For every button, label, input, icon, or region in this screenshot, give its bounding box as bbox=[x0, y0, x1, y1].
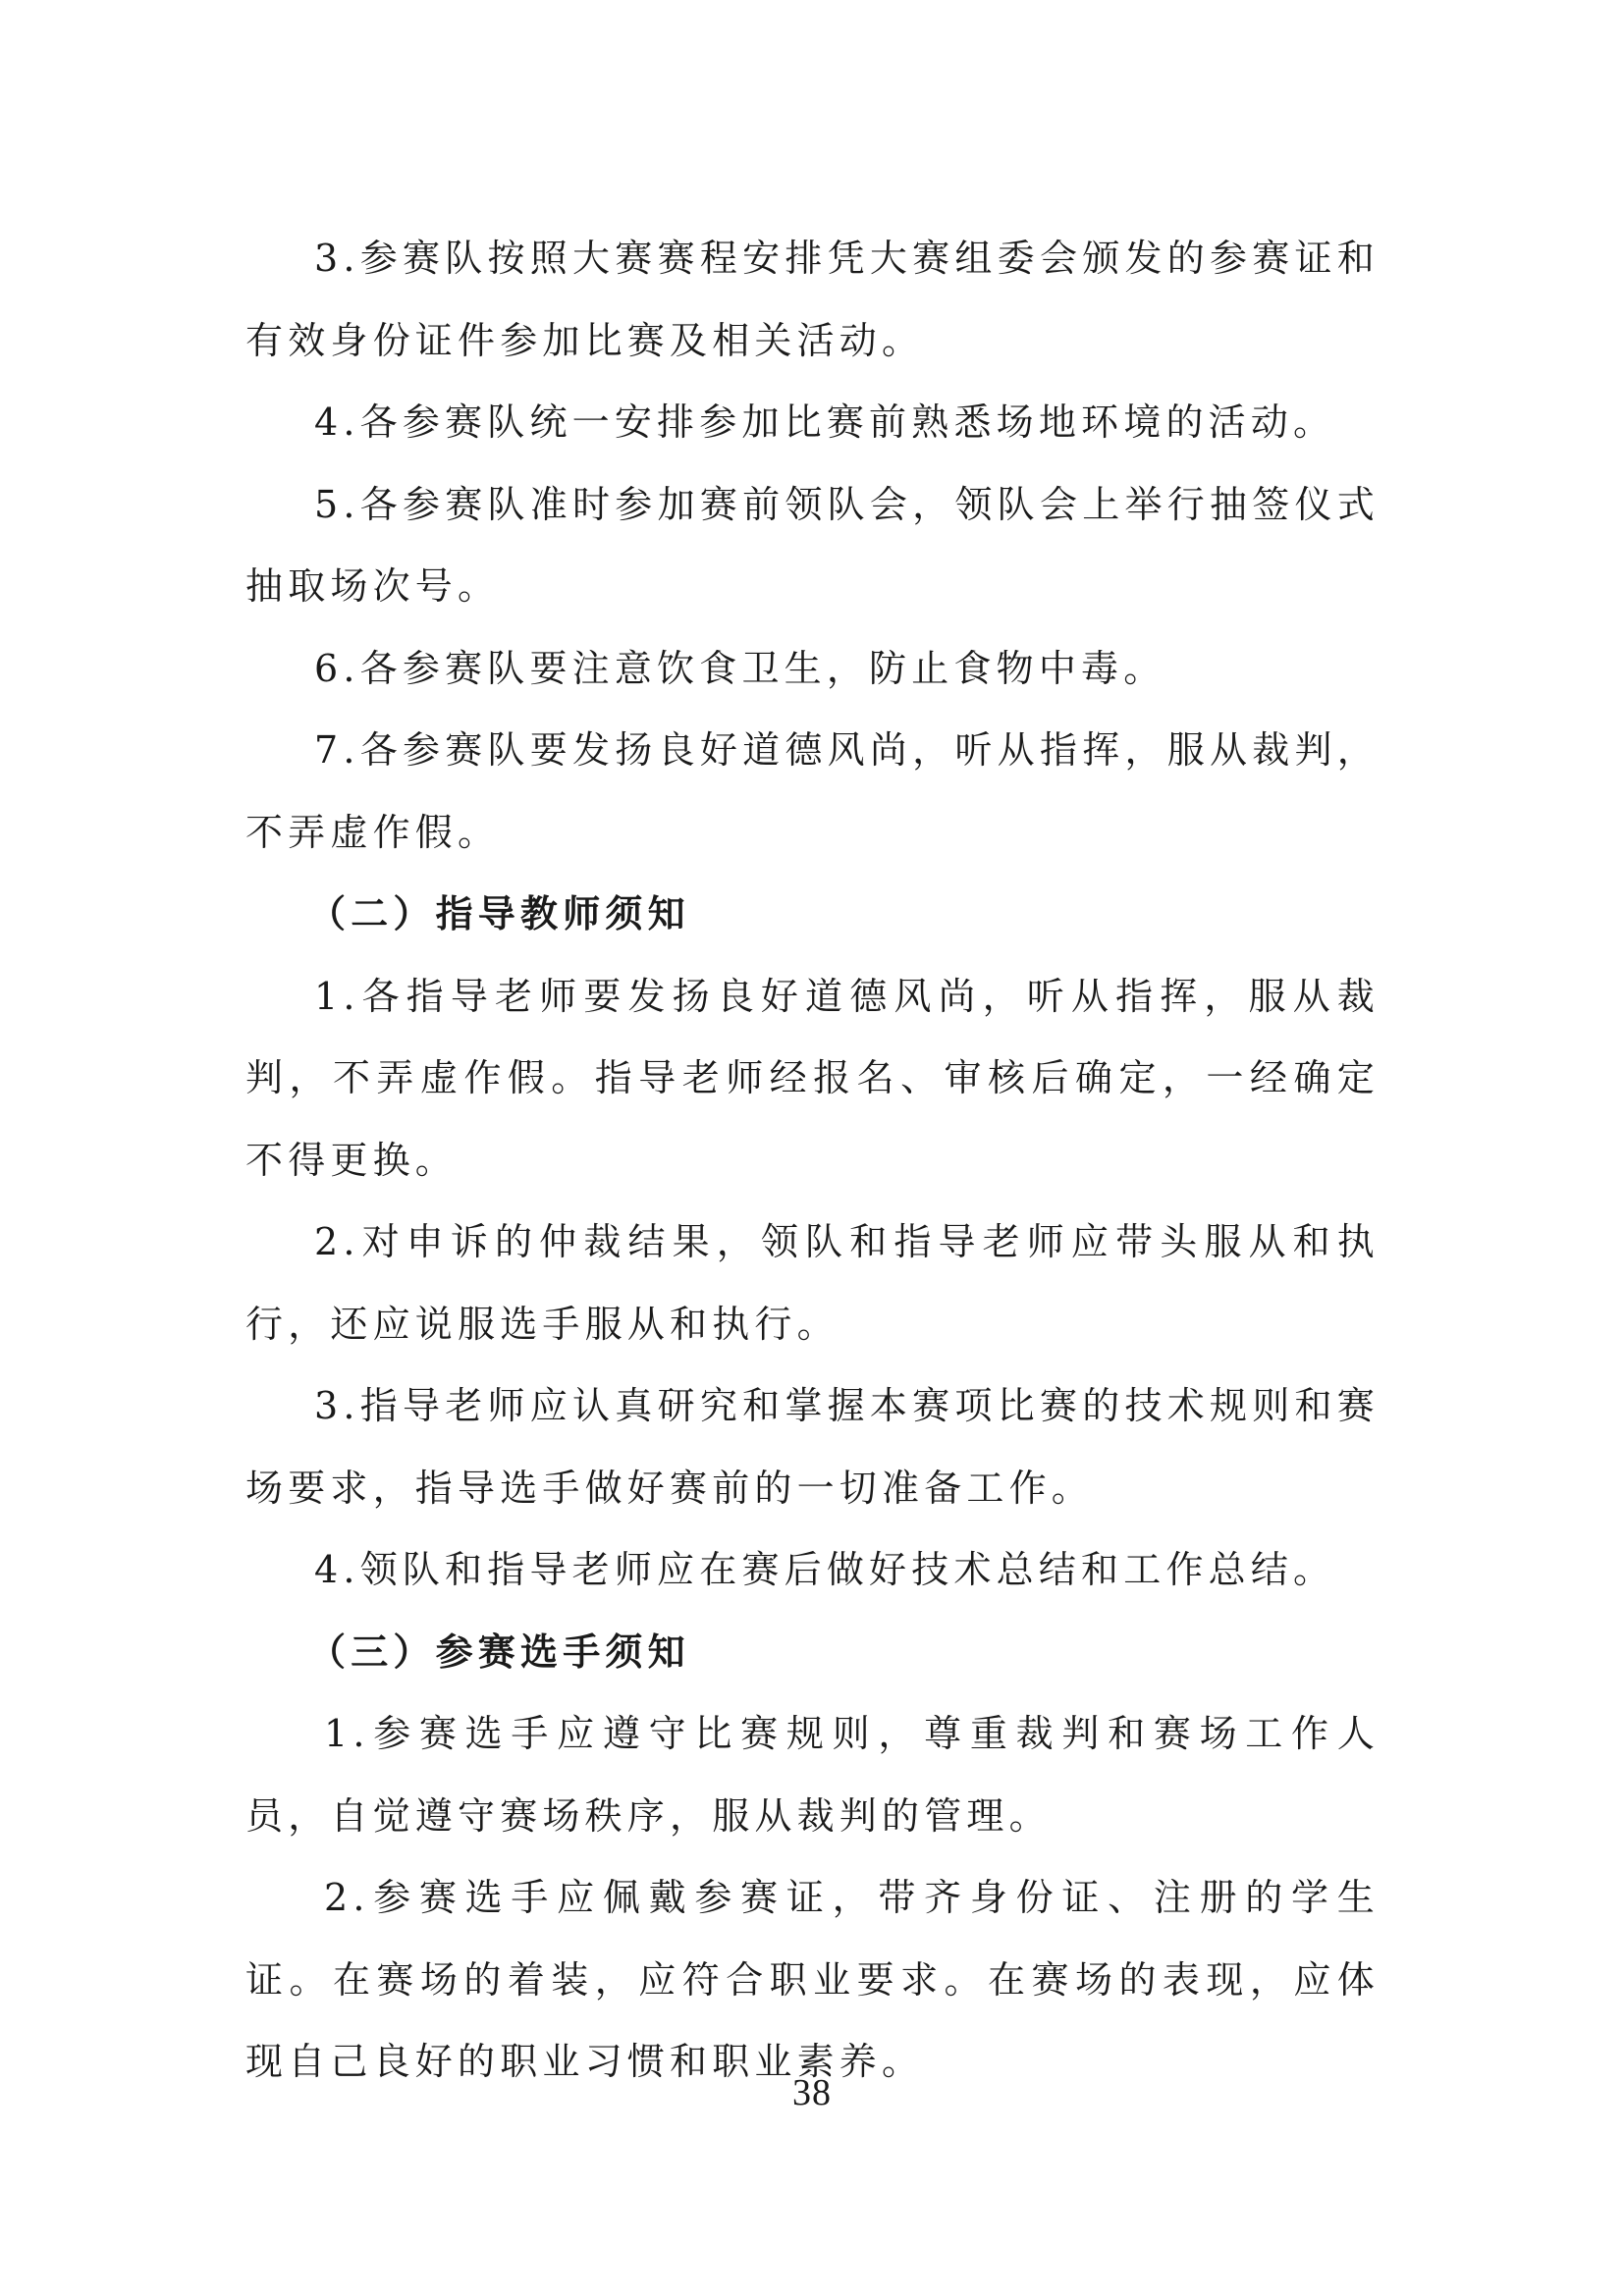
document-body bbox=[245, 218, 1380, 2104]
paragraph-team-item-3: 3.参赛队按照大赛赛程安排凭大赛组委会颁发的参赛证和有效身份证件参加比赛及相关活动。 bbox=[245, 237, 1380, 362]
paragraph-contestant-item-2: 2.参赛选手应佩戴参赛证，带齐身份证、注册的学生证。在赛场的着装，应符合职业要求。在赛场的表现，应体现自己良好的职业习惯和职业素养。 bbox=[245, 1876, 1380, 2083]
paragraph-instructor-item-1: 1.各指导老师要发扬良好道德风尚，听从指挥，服从裁判，不弄虚作假。指导老师经报名、审核后确定，一经确定不得更换。 bbox=[245, 974, 1380, 1182]
section-heading-instructors: （二）指导教师须知 bbox=[308, 892, 690, 935]
page-number: 38 bbox=[792, 2072, 832, 2113]
paragraph-team-item-5: 5.各参赛队准时参加赛前领队会，领队会上举行抽签仪式抽取场次号。 bbox=[245, 482, 1380, 608]
paragraph-instructor-item-3: 3.指导老师应认真研究和掌握本赛项比赛的技术规则和赛场要求，指导选手做好赛前的一切准备工作。 bbox=[245, 1384, 1380, 1510]
paragraph-team-item-6: 6.各参赛队要注意饮食卫生，防止食物中毒。 bbox=[314, 646, 1166, 690]
section-heading-contestants: （三）参赛选手须知 bbox=[308, 1629, 690, 1674]
paragraph-contestant-item-1: 1.参赛选手应遵守比赛规则，尊重裁判和赛场工作人员，自觉遵守赛场秩序，服从裁判的管理。 bbox=[245, 1712, 1380, 1838]
paragraph-instructor-item-4: 4.领队和指导老师应在赛后做好技术总结和工作总结。 bbox=[314, 1548, 1336, 1591]
paragraph-team-item-4: 4.各参赛队统一安排参加比赛前熟悉场地环境的活动。 bbox=[314, 400, 1336, 444]
paragraph-instructor-item-2: 2.对申诉的仲裁结果，领队和指导老师应带头服从和执行，还应说服选手服从和执行。 bbox=[245, 1220, 1380, 1346]
paragraph-team-item-7: 7.各参赛队要发扬良好道德风尚，听从指挥，服从裁判，不弄虚作假。 bbox=[245, 728, 1380, 854]
